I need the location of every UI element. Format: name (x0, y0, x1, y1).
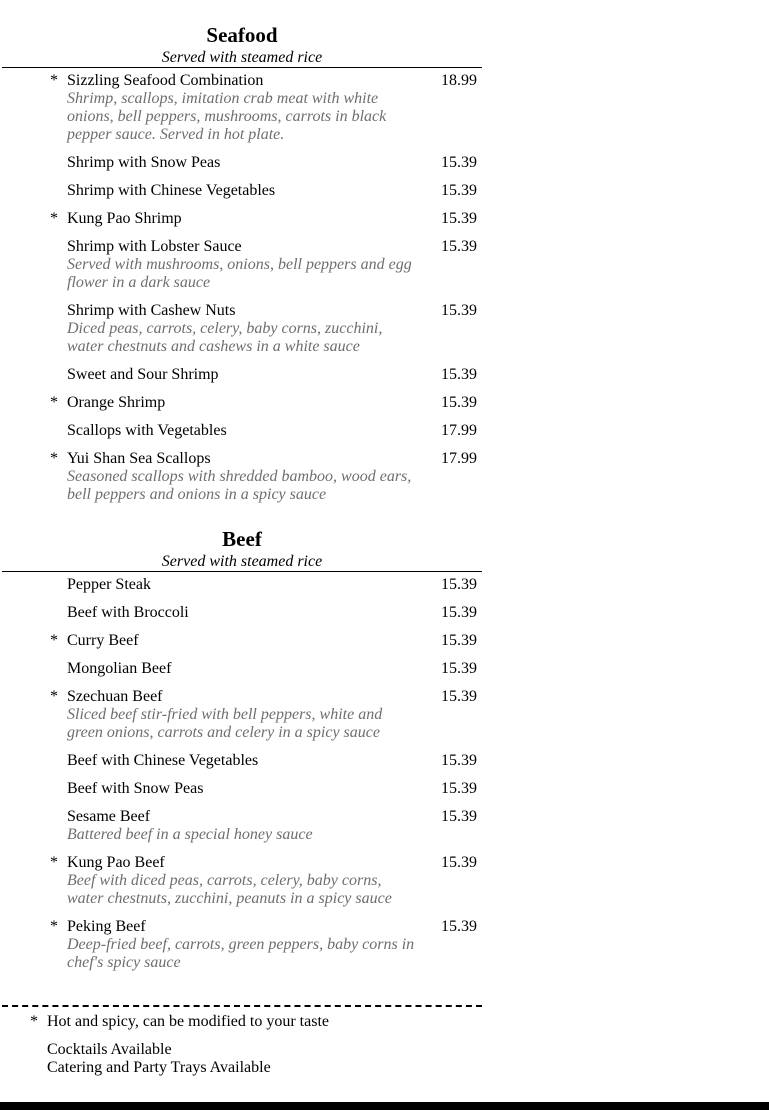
section-title: Beef (222, 527, 262, 551)
menu-item-price: 15.39 (441, 918, 477, 935)
menu-item (2, 752, 482, 770)
menu-item (2, 632, 482, 650)
menu-item-description: Battered beef in a special honey sauce (67, 826, 313, 843)
menu-item (2, 450, 482, 504)
menu-item (2, 210, 482, 228)
menu-item-name: Curry Beef (67, 632, 139, 649)
menu-item-price: 15.39 (441, 808, 477, 825)
spicy-marker: * (50, 688, 58, 705)
menu-item-name: Beef with Broccoli (67, 604, 189, 621)
menu-item-price: 15.39 (441, 632, 477, 649)
menu-item-price: 15.39 (441, 780, 477, 797)
menu-item (2, 780, 482, 798)
menu-item (2, 576, 482, 594)
bottom-bar (0, 1102, 769, 1110)
menu-item-name: Pepper Steak (67, 576, 151, 593)
menu-item-name: Shrimp with Snow Peas (67, 154, 221, 171)
menu-item-price: 15.39 (441, 394, 477, 411)
spicy-marker: * (50, 632, 58, 649)
menu-item-name: Orange Shrimp (67, 394, 166, 411)
menu (2, 22, 482, 994)
menu-item (2, 394, 482, 412)
menu-item-description: Diced peas, carrots, celery, baby corns, zucchini, water chestnuts and cashews in a white sauce (67, 320, 383, 355)
menu-item-price: 15.39 (441, 210, 477, 227)
menu-item-name: Kung Pao Beef (67, 854, 165, 871)
menu-item-name: Shrimp with Chinese Vegetables (67, 182, 276, 199)
section-beef (2, 526, 482, 972)
menu-item-description: Served with mushrooms, onions, bell peppers and egg flower in a dark sauce (67, 256, 412, 291)
menu-item-price: 15.39 (441, 182, 477, 199)
menu-item-name: Szechuan Beef (67, 688, 163, 705)
menu-item-description: Beef with diced peas, carrots, celery, baby corns, water chestnuts, zucchini, peanuts in a spicy sauce (67, 872, 392, 907)
menu-item-price: 15.39 (441, 238, 477, 255)
section-subtitle: Served with steamed rice (2, 552, 482, 572)
menu-item-price: 15.39 (441, 366, 477, 383)
menu-item-price: 15.39 (441, 688, 477, 705)
menu-item-name: Mongolian Beef (67, 660, 172, 677)
spicy-marker: * (50, 72, 58, 89)
menu-item (2, 366, 482, 384)
menu-item (2, 72, 482, 144)
menu-item-name: Kung Pao Shrimp (67, 210, 182, 227)
section-subtitle: Served with steamed rice (2, 48, 482, 68)
menu-item-name: Peking Beef (67, 918, 146, 935)
footer-note: Cocktails Available (47, 1041, 172, 1058)
menu-item-description: Sliced beef stir-fried with bell peppers, white and green onions, carrots and celery in a spicy sauce (67, 706, 383, 741)
menu-footer (2, 1013, 482, 1077)
menu-item (2, 302, 482, 356)
footer-notes (2, 1041, 482, 1077)
footer-divider (2, 1005, 482, 1007)
menu-item (2, 660, 482, 678)
menu-item-list (2, 68, 482, 504)
menu-item (2, 688, 482, 742)
menu-item-price: 18.99 (441, 72, 477, 89)
menu-item-name: Beef with Chinese Vegetables (67, 752, 259, 769)
menu-item (2, 918, 482, 972)
spicy-marker: * (50, 450, 58, 467)
menu-item-name: Sweet and Sour Shrimp (67, 366, 219, 383)
spicy-marker: * (50, 918, 58, 935)
menu-item (2, 182, 482, 200)
menu-item-name: Beef with Snow Peas (67, 780, 204, 797)
section-seafood (2, 22, 482, 504)
spicy-marker: * (50, 210, 58, 227)
menu-item (2, 604, 482, 622)
menu-item-name: Shrimp with Cashew Nuts (67, 302, 236, 319)
section-title: Seafood (206, 23, 278, 47)
menu-item-description: Deep-fried beef, carrots, green peppers, baby corns in chef's spicy sauce (67, 936, 415, 971)
menu-item-price: 15.39 (441, 752, 477, 769)
menu-item-price: 15.39 (441, 854, 477, 871)
menu-item-list (2, 572, 482, 972)
spicy-legend (2, 1013, 482, 1031)
spicy-marker: * (50, 854, 58, 871)
menu-item (2, 238, 482, 292)
menu-item-price: 17.99 (441, 450, 477, 467)
menu-item (2, 854, 482, 908)
spicy-marker: * (50, 394, 58, 411)
menu-item-price: 15.39 (441, 576, 477, 593)
menu-item-price: 15.39 (441, 660, 477, 677)
menu-item-name: Sesame Beef (67, 808, 151, 825)
menu-item-price: 15.39 (441, 154, 477, 171)
menu-item-name: Scallops with Vegetables (67, 422, 227, 439)
menu-item-description: Seasoned scallops with shredded bamboo, wood ears, bell peppers and onions in a spicy sauce (67, 468, 412, 503)
menu-item-name: Yui Shan Sea Scallops (67, 450, 211, 467)
menu-item-price: 15.39 (441, 302, 477, 319)
menu-item (2, 154, 482, 172)
spicy-marker: * (30, 1013, 38, 1030)
menu-item-name: Sizzling Seafood Combination (67, 72, 264, 89)
spicy-legend-text: Hot and spicy, can be modified to your taste (47, 1013, 329, 1030)
menu-item-name: Shrimp with Lobster Sauce (67, 238, 242, 255)
footer-note: Catering and Party Trays Available (47, 1059, 271, 1076)
menu-item-price: 15.39 (441, 604, 477, 621)
menu-item-price: 17.99 (441, 422, 477, 439)
menu-item (2, 808, 482, 844)
menu-item (2, 422, 482, 440)
menu-item-description: Shrimp, scallops, imitation crab meat with white onions, bell peppers, mushrooms, carrots in black pepper sauce. Served in hot plate. (67, 90, 387, 143)
